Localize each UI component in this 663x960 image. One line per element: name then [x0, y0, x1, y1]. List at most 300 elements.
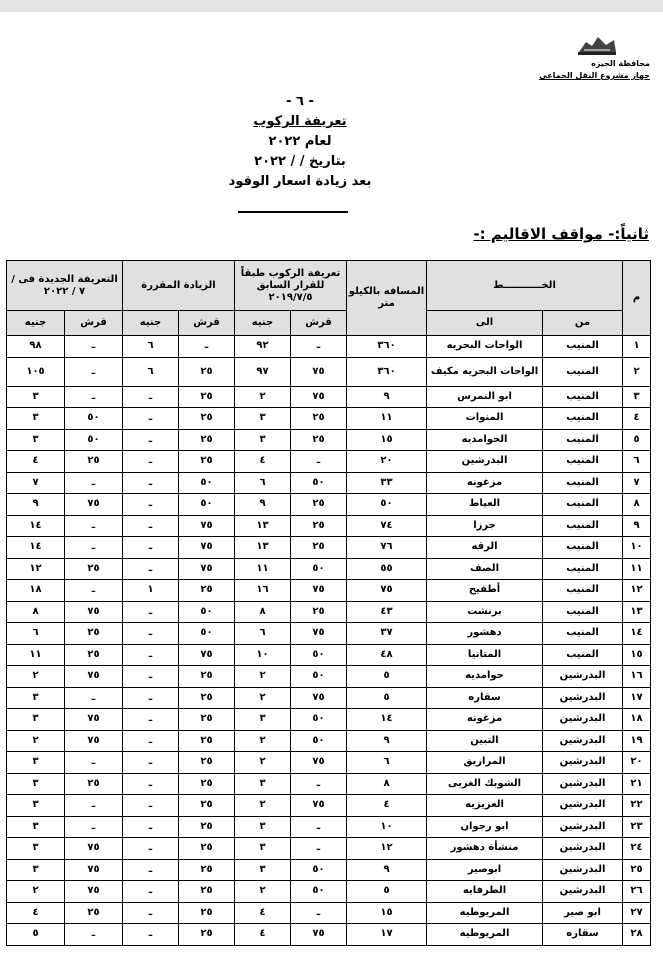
old-fare-pound: ٣ [235, 838, 291, 860]
table-row [7, 859, 651, 881]
new-fare-pound: ٣ [7, 816, 65, 838]
old-fare-piaster: ٧٥ [291, 687, 347, 709]
table-row [7, 816, 651, 838]
increase-piaster: ٢٥ [179, 357, 235, 386]
new-fare-pound: ٧ [7, 472, 65, 494]
increase-pound: ـ [123, 773, 179, 795]
old-fare-piaster: ٧٥ [291, 752, 347, 774]
row-number: ١٩ [623, 730, 651, 752]
distance-km: ٥ [347, 881, 427, 903]
table-row [7, 644, 651, 666]
increase-pound: ـ [123, 709, 179, 731]
old-fare-piaster: ـ [291, 838, 347, 860]
route-from: البدرشين [543, 687, 623, 709]
increase-piaster: ٢٥ [179, 408, 235, 430]
old-fare-pound: ٤ [235, 924, 291, 946]
old-fare-piaster: ـ [291, 336, 347, 358]
old-fare-pound: ١٣ [235, 515, 291, 537]
route-to: مزغونه [427, 472, 543, 494]
new-fare-piaster: ـ [65, 924, 123, 946]
row-number: ٢٧ [623, 902, 651, 924]
increase-piaster: ٢٥ [179, 730, 235, 752]
row-number: ١٨ [623, 709, 651, 731]
header-old-fare: تعريفة الركوب طبقاً للقرار السابق ٢٠١٩/٧/٥ [235, 261, 347, 311]
table-row [7, 537, 651, 559]
old-fare-pound: ١٣ [235, 537, 291, 559]
header-increase: الزيادة المقررة [123, 261, 235, 311]
new-fare-piaster: ٧٥ [65, 709, 123, 731]
table-row [7, 709, 651, 731]
old-fare-pound: ٢ [235, 881, 291, 903]
row-number: ٢٨ [623, 924, 651, 946]
increase-piaster: ٢٥ [179, 902, 235, 924]
distance-km: ٢٠ [347, 451, 427, 473]
row-number: ٢٤ [623, 838, 651, 860]
route-from: البدرشين [543, 773, 623, 795]
old-fare-piaster: ٧٥ [291, 580, 347, 602]
distance-km: ١٥ [347, 429, 427, 451]
new-fare-pound: ٣ [7, 687, 65, 709]
table-row [7, 773, 651, 795]
distance-km: ٧٥ [347, 580, 427, 602]
fare-table-header [7, 261, 651, 336]
increase-pound: ـ [123, 451, 179, 473]
route-to: العزيزيه [427, 795, 543, 817]
route-to: العياط [427, 494, 543, 516]
new-fare-pound: ٣ [7, 709, 65, 731]
header-old-pound: جنيه [235, 311, 291, 336]
new-fare-pound: ١٠٥ [7, 357, 65, 386]
distance-km: ٥٠ [347, 494, 427, 516]
header-distance: المسافه بالكيلو متر [347, 261, 427, 336]
distance-km: ٦ [347, 752, 427, 774]
route-to: المريوطيه [427, 902, 543, 924]
route-to: المريوطيه [427, 924, 543, 946]
increase-pound: ـ [123, 902, 179, 924]
new-fare-pound: ٣ [7, 386, 65, 408]
old-fare-pound: ٩٧ [235, 357, 291, 386]
old-fare-pound: ٦ [235, 472, 291, 494]
increase-pound: ـ [123, 601, 179, 623]
route-to: ابوصير [427, 859, 543, 881]
title-line-1: تعريفة الركوب [253, 114, 347, 129]
table-row [7, 580, 651, 602]
increase-piaster: ٢٥ [179, 924, 235, 946]
new-fare-piaster: ـ [65, 795, 123, 817]
increase-piaster: ٢٥ [179, 795, 235, 817]
increase-pound: ـ [123, 859, 179, 881]
row-number: ٤ [623, 408, 651, 430]
new-fare-piaster: ٧٥ [65, 666, 123, 688]
row-number: ٢٢ [623, 795, 651, 817]
old-fare-piaster: ـ [291, 773, 347, 795]
route-to: منشأة دهشور [427, 838, 543, 860]
route-from: البدرشين [543, 795, 623, 817]
increase-pound: ـ [123, 472, 179, 494]
new-fare-piaster: ـ [65, 816, 123, 838]
table-row [7, 494, 651, 516]
increase-piaster: ٢٥ [179, 580, 235, 602]
increase-pound: ٦ [123, 336, 179, 358]
old-fare-piaster: ٧٥ [291, 795, 347, 817]
old-fare-pound: ٢ [235, 687, 291, 709]
route-from: البدرشين [543, 881, 623, 903]
new-fare-piaster: ٢٥ [65, 773, 123, 795]
increase-piaster: ٢٥ [179, 386, 235, 408]
increase-piaster: ٥٠ [179, 623, 235, 645]
header-increase-pound: جنيه [123, 311, 179, 336]
route-from: البدرشين [543, 666, 623, 688]
new-fare-pound: ٩٨ [7, 336, 65, 358]
page-number: - ٦ - [286, 94, 314, 109]
row-number: ٢٠ [623, 752, 651, 774]
increase-pound: ـ [123, 752, 179, 774]
table-row [7, 752, 651, 774]
increase-piaster: ٧٥ [179, 644, 235, 666]
increase-piaster: ٥٠ [179, 494, 235, 516]
increase-piaster: ٢٥ [179, 859, 235, 881]
increase-piaster: ٢٥ [179, 709, 235, 731]
old-fare-piaster: ٥٠ [291, 472, 347, 494]
route-from: المنيب [543, 580, 623, 602]
table-row [7, 687, 651, 709]
route-to: الشوبك الغربى [427, 773, 543, 795]
increase-pound: ـ [123, 924, 179, 946]
new-fare-pound: ٤ [7, 451, 65, 473]
route-from: البدرشين [543, 859, 623, 881]
increase-piaster: ٢٥ [179, 666, 235, 688]
route-from: المنيب [543, 408, 623, 430]
increase-piaster: ٢٥ [179, 451, 235, 473]
old-fare-piaster: ٥٠ [291, 666, 347, 688]
new-fare-pound: ١٤ [7, 515, 65, 537]
new-fare-pound: ٣ [7, 429, 65, 451]
header-new-fare: التعريفة الجديدة فى / ٧ / ٢٠٢٢ [7, 261, 123, 311]
new-fare-piaster: ٢٥ [65, 558, 123, 580]
distance-km: ٤٨ [347, 644, 427, 666]
new-fare-piaster: ٥٠ [65, 408, 123, 430]
distance-km: ١٢ [347, 838, 427, 860]
row-number: ١٤ [623, 623, 651, 645]
route-from: ابو صير [543, 902, 623, 924]
increase-pound: ١ [123, 580, 179, 602]
old-fare-pound: ٢ [235, 386, 291, 408]
route-from: المنيب [543, 537, 623, 559]
table-row [7, 601, 651, 623]
old-fare-pound: ٣ [235, 773, 291, 795]
new-fare-piaster: ٧٥ [65, 494, 123, 516]
header-increase-piaster: قرش [179, 311, 235, 336]
top-bar [0, 0, 663, 12]
header-from: من [543, 311, 623, 336]
route-to: الواحات البحريه مكيف [427, 357, 543, 386]
increase-pound: ـ [123, 881, 179, 903]
row-number: ٢١ [623, 773, 651, 795]
distance-km: ٥ [347, 666, 427, 688]
new-fare-pound: ١١ [7, 644, 65, 666]
table-row [7, 429, 651, 451]
route-to: الواحات البحريه [427, 336, 543, 358]
old-fare-piaster: ٥٠ [291, 881, 347, 903]
row-number: ١٠ [623, 537, 651, 559]
new-fare-pound: ١٤ [7, 537, 65, 559]
route-from: المنيب [543, 336, 623, 358]
new-fare-pound: ٣ [7, 795, 65, 817]
old-fare-piaster: ٧٥ [291, 386, 347, 408]
table-row [7, 558, 651, 580]
table-row [7, 408, 651, 430]
row-number: ١٥ [623, 644, 651, 666]
distance-km: ٥٥ [347, 558, 427, 580]
route-to: دهشور [427, 623, 543, 645]
route-from: البدرشين [543, 709, 623, 731]
route-from: المنيب [543, 357, 623, 386]
increase-pound: ـ [123, 429, 179, 451]
increase-pound: ـ [123, 730, 179, 752]
new-fare-pound: ٨ [7, 601, 65, 623]
new-fare-pound: ٣ [7, 752, 65, 774]
new-fare-piaster: ٧٥ [65, 730, 123, 752]
increase-piaster: ٧٥ [179, 515, 235, 537]
table-row [7, 924, 651, 946]
route-to: الحوامديه [427, 429, 543, 451]
increase-pound: ـ [123, 515, 179, 537]
distance-km: ١٤ [347, 709, 427, 731]
old-fare-pound: ١١ [235, 558, 291, 580]
increase-pound: ـ [123, 666, 179, 688]
new-fare-piaster: ٥٠ [65, 429, 123, 451]
header-new-pound: جنيه [7, 311, 65, 336]
row-number: ٢٦ [623, 881, 651, 903]
new-fare-pound: ٩ [7, 494, 65, 516]
table-row [7, 795, 651, 817]
new-fare-piaster: ـ [65, 336, 123, 358]
old-fare-piaster: ٥٠ [291, 644, 347, 666]
row-number: ١٧ [623, 687, 651, 709]
route-to: البدرشين [427, 451, 543, 473]
row-number: ٢ [623, 357, 651, 386]
table-row [7, 451, 651, 473]
distance-km: ٧٤ [347, 515, 427, 537]
new-fare-piaster: ـ [65, 752, 123, 774]
increase-pound: ـ [123, 687, 179, 709]
increase-pound: ـ [123, 644, 179, 666]
route-to: المنوات [427, 408, 543, 430]
distance-km: ٤ [347, 795, 427, 817]
row-number: ٧ [623, 472, 651, 494]
new-fare-piaster: ٧٥ [65, 859, 123, 881]
route-to: حوامديه [427, 666, 543, 688]
route-to: سقاره [427, 687, 543, 709]
new-fare-pound: ٣ [7, 408, 65, 430]
new-fare-piaster: ـ [65, 357, 123, 386]
route-from: المنيب [543, 429, 623, 451]
table-row [7, 730, 651, 752]
new-fare-pound: ٣ [7, 773, 65, 795]
row-number: ٢٥ [623, 859, 651, 881]
header-to: الى [427, 311, 543, 336]
old-fare-piaster: ٧٥ [291, 623, 347, 645]
old-fare-pound: ٩٢ [235, 336, 291, 358]
row-number: ١٣ [623, 601, 651, 623]
new-fare-piaster: ٢٥ [65, 451, 123, 473]
new-fare-piaster: ـ [65, 580, 123, 602]
old-fare-pound: ٣ [235, 816, 291, 838]
new-fare-piaster: ٧٥ [65, 838, 123, 860]
distance-km: ٨ [347, 773, 427, 795]
table-row [7, 386, 651, 408]
header-number: م [623, 261, 651, 336]
route-to: التبين [427, 730, 543, 752]
title-line-2: لعام ٢٠٢٢ [268, 134, 332, 149]
distance-km: ٣٦٠ [347, 336, 427, 358]
title-divider [238, 211, 348, 213]
new-fare-piaster: ٢٥ [65, 644, 123, 666]
increase-piaster: ٥٠ [179, 601, 235, 623]
row-number: ٥ [623, 429, 651, 451]
route-from: البدرشين [543, 816, 623, 838]
row-number: ٦ [623, 451, 651, 473]
distance-km: ٤٣ [347, 601, 427, 623]
increase-pound: ـ [123, 408, 179, 430]
new-fare-piaster: ـ [65, 515, 123, 537]
increase-piaster: ٥٠ [179, 472, 235, 494]
old-fare-pound: ٢ [235, 666, 291, 688]
route-to: مزغونه [427, 709, 543, 731]
old-fare-pound: ٣ [235, 408, 291, 430]
distance-km: ٣٧ [347, 623, 427, 645]
section-title: ثانياً:- مواقف الاقاليم :- [473, 225, 649, 243]
route-to: المتانيا [427, 644, 543, 666]
organization-logo-icon [576, 32, 618, 58]
old-fare-piaster: ٧٥ [291, 357, 347, 386]
old-fare-piaster: ـ [291, 451, 347, 473]
old-fare-piaster: ٢٥ [291, 408, 347, 430]
route-from: البدرشين [543, 752, 623, 774]
table-row [7, 357, 651, 386]
new-fare-pound: ١٨ [7, 580, 65, 602]
route-from: سقاره [543, 924, 623, 946]
header-old-piaster: قرش [291, 311, 347, 336]
table-row [7, 838, 651, 860]
new-fare-pound: ٢ [7, 730, 65, 752]
old-fare-pound: ٩ [235, 494, 291, 516]
fare-table-body [7, 336, 651, 946]
old-fare-piaster: ٢٥ [291, 601, 347, 623]
new-fare-piaster: ٧٥ [65, 881, 123, 903]
increase-piaster: ٢٥ [179, 816, 235, 838]
old-fare-piaster: ـ [291, 816, 347, 838]
route-to: الطرفايه [427, 881, 543, 903]
increase-piaster: ٢٥ [179, 687, 235, 709]
org-line-agency: جهاز مشروع النقل الجماعى [539, 71, 650, 80]
route-to: الرقه [427, 537, 543, 559]
table-row [7, 666, 651, 688]
table-row [7, 515, 651, 537]
header-new-piaster: قرش [65, 311, 123, 336]
increase-piaster: ٢٥ [179, 752, 235, 774]
increase-piaster: ـ [179, 336, 235, 358]
route-from: المنيب [543, 494, 623, 516]
old-fare-piaster: ٧٥ [291, 924, 347, 946]
increase-pound: ـ [123, 558, 179, 580]
route-to: ابو النمرس [427, 386, 543, 408]
new-fare-pound: ٣ [7, 859, 65, 881]
increase-piaster: ٢٥ [179, 881, 235, 903]
increase-pound: ـ [123, 838, 179, 860]
distance-km: ٣٣ [347, 472, 427, 494]
document-title [200, 92, 400, 192]
increase-pound: ـ [123, 494, 179, 516]
title-line-4: بعد زيادة اسعار الوقود [228, 174, 372, 189]
route-to: المرازيق [427, 752, 543, 774]
old-fare-pound: ٣ [235, 859, 291, 881]
new-fare-pound: ٣ [7, 838, 65, 860]
route-from: المنيب [543, 558, 623, 580]
increase-pound: ـ [123, 537, 179, 559]
increase-piaster: ٢٥ [179, 429, 235, 451]
header-route: الخـــــــــــط [427, 261, 623, 311]
old-fare-piaster: ـ [291, 902, 347, 924]
route-from: المنيب [543, 451, 623, 473]
new-fare-pound: ٦ [7, 623, 65, 645]
route-to: ابو رجوان [427, 816, 543, 838]
old-fare-pound: ٢ [235, 730, 291, 752]
new-fare-piaster: ٧٥ [65, 601, 123, 623]
route-from: المنيب [543, 386, 623, 408]
distance-km: ١٧ [347, 924, 427, 946]
org-line-governorate: محافظة الجيزه [591, 59, 650, 68]
new-fare-pound: ٢ [7, 881, 65, 903]
old-fare-piaster: ٢٥ [291, 429, 347, 451]
route-to: الصف [427, 558, 543, 580]
old-fare-pound: ١٠ [235, 644, 291, 666]
new-fare-piaster: ـ [65, 687, 123, 709]
new-fare-piaster: ـ [65, 386, 123, 408]
route-to: جرزا [427, 515, 543, 537]
distance-km: ١١ [347, 408, 427, 430]
table-row [7, 623, 651, 645]
old-fare-pound: ٨ [235, 601, 291, 623]
distance-km: ٧٦ [347, 537, 427, 559]
distance-km: ٣٦٠ [347, 357, 427, 386]
table-row [7, 902, 651, 924]
increase-piaster: ٢٥ [179, 773, 235, 795]
increase-pound: ـ [123, 623, 179, 645]
old-fare-pound: ٤ [235, 451, 291, 473]
distance-km: ٩ [347, 859, 427, 881]
route-from: البدرشين [543, 838, 623, 860]
increase-pound: ـ [123, 816, 179, 838]
table-row [7, 881, 651, 903]
row-number: ٣ [623, 386, 651, 408]
new-fare-pound: ١٢ [7, 558, 65, 580]
distance-km: ٩ [347, 730, 427, 752]
new-fare-piaster: ـ [65, 537, 123, 559]
old-fare-piaster: ٥٠ [291, 709, 347, 731]
increase-pound: ـ [123, 386, 179, 408]
old-fare-piaster: ٢٥ [291, 537, 347, 559]
route-from: المنيب [543, 644, 623, 666]
old-fare-piaster: ٢٥ [291, 494, 347, 516]
row-number: ٩ [623, 515, 651, 537]
old-fare-pound: ٢ [235, 795, 291, 817]
old-fare-pound: ١٦ [235, 580, 291, 602]
old-fare-pound: ٢ [235, 752, 291, 774]
route-to: برنشت [427, 601, 543, 623]
table-row [7, 336, 651, 358]
fare-table [6, 260, 651, 946]
